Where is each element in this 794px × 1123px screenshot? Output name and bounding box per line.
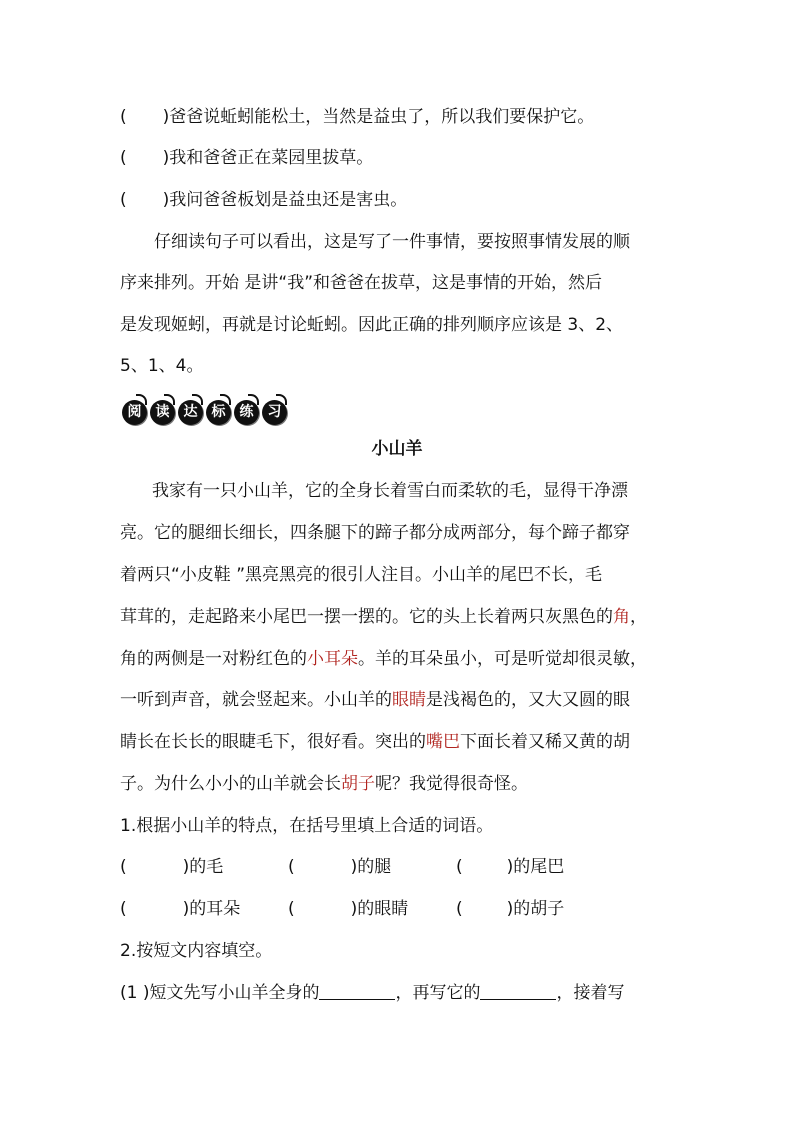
passage-line: 一听到声音，就会竖起来。小山羊的眼睛是浅褐色的，又大又圆的眼 xyxy=(120,690,630,710)
explanation-line: 序来排列。开始 是讲“我”和爸爸在拔草，这是事情的开始，然后 xyxy=(120,273,603,293)
ordering-sentence-1: ( )爸爸说蚯蚓能松土，当然是益虫了，所以我们要保护它。 xyxy=(120,107,595,127)
passage-line: 角的两侧是一对粉红色的小耳朵。羊的耳朵虽小，可是听觉却很灵敏， xyxy=(120,649,647,669)
ordering-sentence-2: ( )我和爸爸正在菜园里拔草。 xyxy=(120,148,374,168)
q1-answer-blank[interactable]: ( )的胡子 xyxy=(456,899,565,919)
fill-in-blank[interactable] xyxy=(480,983,556,1000)
q1-answer-blank[interactable]: ( )的尾巴 xyxy=(456,857,565,877)
explanation-line: 5、1、4。 xyxy=(120,356,204,376)
fill-in-blank[interactable] xyxy=(319,983,395,1000)
question-2-prompt: 2.按短文内容填空。 xyxy=(120,941,273,961)
question-2-part-1: (1 )短文先写小山羊全身的 ，再写它的 ，接着写 xyxy=(120,983,625,1003)
q1-answer-blank[interactable]: ( )的眼睛 xyxy=(288,899,409,919)
passage-line: 睛长在长长的眼睫毛下，很好看。突出的嘴巴下面长着又稀又黄的胡 xyxy=(120,732,630,752)
passage-line: 我家有一只小山羊，它的全身长着雪白而柔软的毛，显得干净漂 xyxy=(152,481,628,501)
badge-bomb-icon: 达 xyxy=(177,397,205,425)
passage-line: 亮。它的腿细长细长，四条腿下的蹄子都分成两部分，每个蹄子都穿 xyxy=(120,523,630,543)
passage-line: 茸茸的，走起路来小尾巴一摆一摆的。它的头上长着两只灰黑色的角， xyxy=(120,607,647,627)
ordering-sentence-3: ( )我问爸爸板划是益虫还是害虫。 xyxy=(120,190,408,210)
q1-answer-blank[interactable]: ( )的耳朵 xyxy=(120,899,241,919)
passage-title: 小山羊 xyxy=(371,439,423,459)
passage-line: 子。为什么小小的山羊就会长胡子呢？我觉得很奇怪。 xyxy=(120,774,528,794)
q1-answer-blank[interactable]: ( )的毛 xyxy=(120,857,224,877)
explanation-line: 是发现姬蚓，再就是讨论蚯蚓。因此正确的排列顺序应该是 3、2、 xyxy=(120,315,624,335)
q1-answer-blank[interactable]: ( )的腿 xyxy=(288,857,392,877)
badge-bomb-icon: 练 xyxy=(233,397,261,425)
passage-line: 着两只“小皮鞋 ”黑亮黑亮的很引人注目。小山羊的尾巴不长，毛 xyxy=(120,565,603,585)
badge-bomb-icon: 标 xyxy=(205,397,233,425)
section-badge-reading-practice xyxy=(121,397,289,427)
badge-bomb-icon: 习 xyxy=(261,397,289,425)
explanation-line: 仔细读句子可以看出，这是写了一件事情，要按照事情发展的顺 xyxy=(154,232,630,252)
question-1-prompt: 1.根据小山羊的特点，在括号里填上合适的词语。 xyxy=(120,816,494,836)
badge-bomb-icon: 阅 xyxy=(121,397,149,425)
badge-bomb-icon: 读 xyxy=(149,397,177,425)
